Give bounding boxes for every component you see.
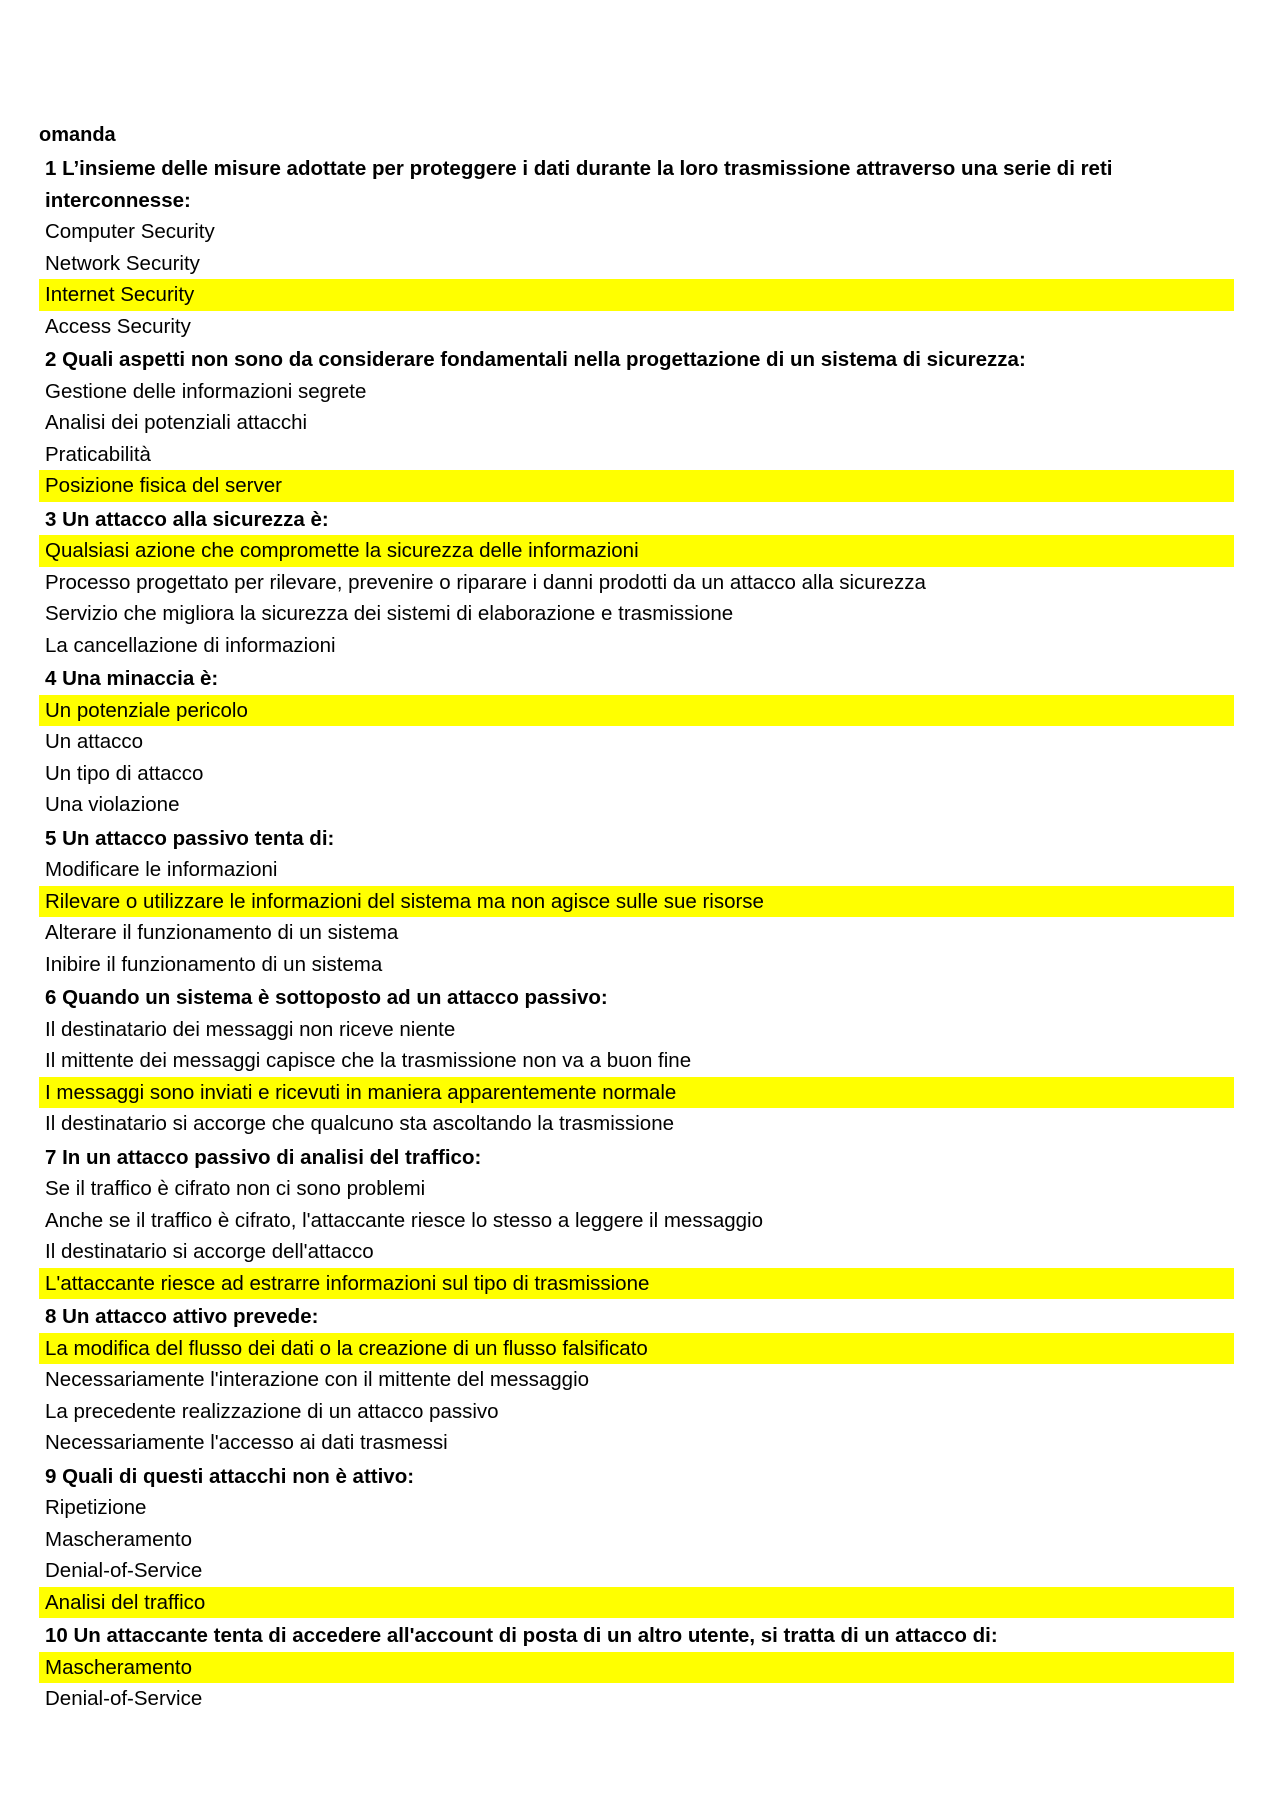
question-block (39, 663, 1234, 821)
answer-option: Necessariamente l'interazione con il mittente del messaggio (45, 1368, 590, 1391)
question-block (39, 153, 1234, 342)
answer-option: La precedente realizzazione di un attacco passivo (45, 1399, 499, 1423)
answer-option: Denial-of-Service (45, 1687, 203, 1710)
question-text: 5 Un attacco passivo tenta di: (45, 826, 335, 850)
answer-option: Il mittente dei messaggi capisce che la trasmissione non va a buon fine (45, 1049, 692, 1072)
answer-option: Il destinatario si accorge dell'attacco (45, 1240, 374, 1263)
correct-answer-option: Analisi del traffico (39, 1587, 1234, 1619)
correct-answer-option: Posizione fisica del server (39, 470, 1234, 502)
correct-answer-option: Rilevare o utilizzare le informazioni del sistema ma non agisce sulle sue risorse (39, 886, 1234, 918)
question-text: 10 Un attaccante tenta di accedere all'account di posta di un altro utente, si tratta di un attacco di: (45, 1624, 998, 1647)
correct-answer-option: La modifica del flusso dei dati o la creazione di un flusso falsificato (39, 1333, 1234, 1365)
answer-option: Modificare le informazioni (45, 858, 278, 881)
question-text: 1 L’insieme delle misure adottate per proteggere i dati durante la loro trasmissione attraverso una serie di reti interconnesse: (45, 157, 1113, 212)
answer-option: Una violazione (45, 793, 180, 816)
question-block (39, 1620, 1234, 1715)
answer-option: Analisi dei potenziali attacchi (45, 411, 308, 434)
correct-answer-option: Un potenziale pericolo (39, 695, 1234, 727)
answer-option: Denial-of-Service (45, 1559, 203, 1582)
question-text: 6 Quando un sistema è sottoposto ad un attacco passivo: (45, 986, 608, 1009)
question-text: 3 Un attacco alla sicurezza è: (45, 507, 329, 531)
correct-answer-option: I messaggi sono inviati e ricevuti in maniera apparentemente normale (39, 1077, 1234, 1109)
question-block (39, 1142, 1234, 1300)
question-block (39, 504, 1234, 662)
correct-answer-option: L'attaccante riesce ad estrarre informazioni sul tipo di trasmissione (39, 1268, 1234, 1300)
answer-option: Network Security (45, 251, 200, 275)
question-block (39, 982, 1234, 1140)
answer-option: Ripetizione (45, 1496, 147, 1519)
question-text: 8 Un attacco attivo prevede: (45, 1305, 319, 1328)
question-block (39, 823, 1234, 981)
answer-option: Mascheramento (45, 1527, 192, 1551)
question-block (39, 1301, 1234, 1459)
correct-answer-option: Qualsiasi azione che compromette la sicurezza delle informazioni (39, 535, 1234, 567)
answer-option: Servizio che migliora la sicurezza dei sistemi di elaborazione e trasmissione (45, 602, 734, 625)
question-list (39, 153, 1234, 1715)
answer-option: Un attacco (45, 730, 143, 753)
answer-option: Un tipo di attacco (45, 761, 204, 785)
correct-answer-option: Internet Security (39, 279, 1234, 311)
answer-option: Processo progettato per rilevare, prevenire o riparare i danni prodotti da un attacco alla sicurezza (45, 570, 926, 594)
answer-option: Il destinatario si accorge che qualcuno sta ascoltando la trasmissione (45, 1112, 675, 1135)
answer-option: Anche se il traffico è cifrato, l'attaccante riesce lo stesso a leggere il messaggio (45, 1208, 763, 1232)
spreadsheet-sheet (39, 120, 1234, 1715)
answer-option: Inibire il funzionamento di un sistema (45, 952, 383, 976)
answer-option: Gestione delle informazioni segrete (45, 379, 367, 403)
answer-option: La cancellazione di informazioni (45, 633, 336, 657)
answer-option: Alterare il funzionamento di un sistema (45, 921, 399, 944)
correct-answer-option: Mascheramento (39, 1652, 1234, 1684)
question-text: 7 In un attacco passivo di analisi del traffico: (45, 1145, 482, 1169)
question-text: 2 Quali aspetti non sono da considerare fondamentali nella progettazione di un sistema di sicurezza: (45, 348, 1026, 371)
answer-option: Praticabilità (45, 442, 151, 466)
answer-option: Il destinatario dei messaggi non riceve niente (45, 1017, 456, 1041)
answer-option: Se il traffico è cifrato non ci sono problemi (45, 1177, 426, 1200)
question-text: 9 Quali di questi attacchi non è attivo: (45, 1464, 415, 1488)
answer-option: Access Security (45, 314, 191, 338)
question-text: 4 Una minaccia è: (45, 667, 219, 690)
answer-option: Necessariamente l'accesso ai dati trasmessi (45, 1431, 448, 1454)
question-block (39, 1461, 1234, 1619)
answer-option: Computer Security (45, 220, 215, 243)
column-header: omanda (39, 124, 116, 146)
question-block (39, 344, 1234, 502)
